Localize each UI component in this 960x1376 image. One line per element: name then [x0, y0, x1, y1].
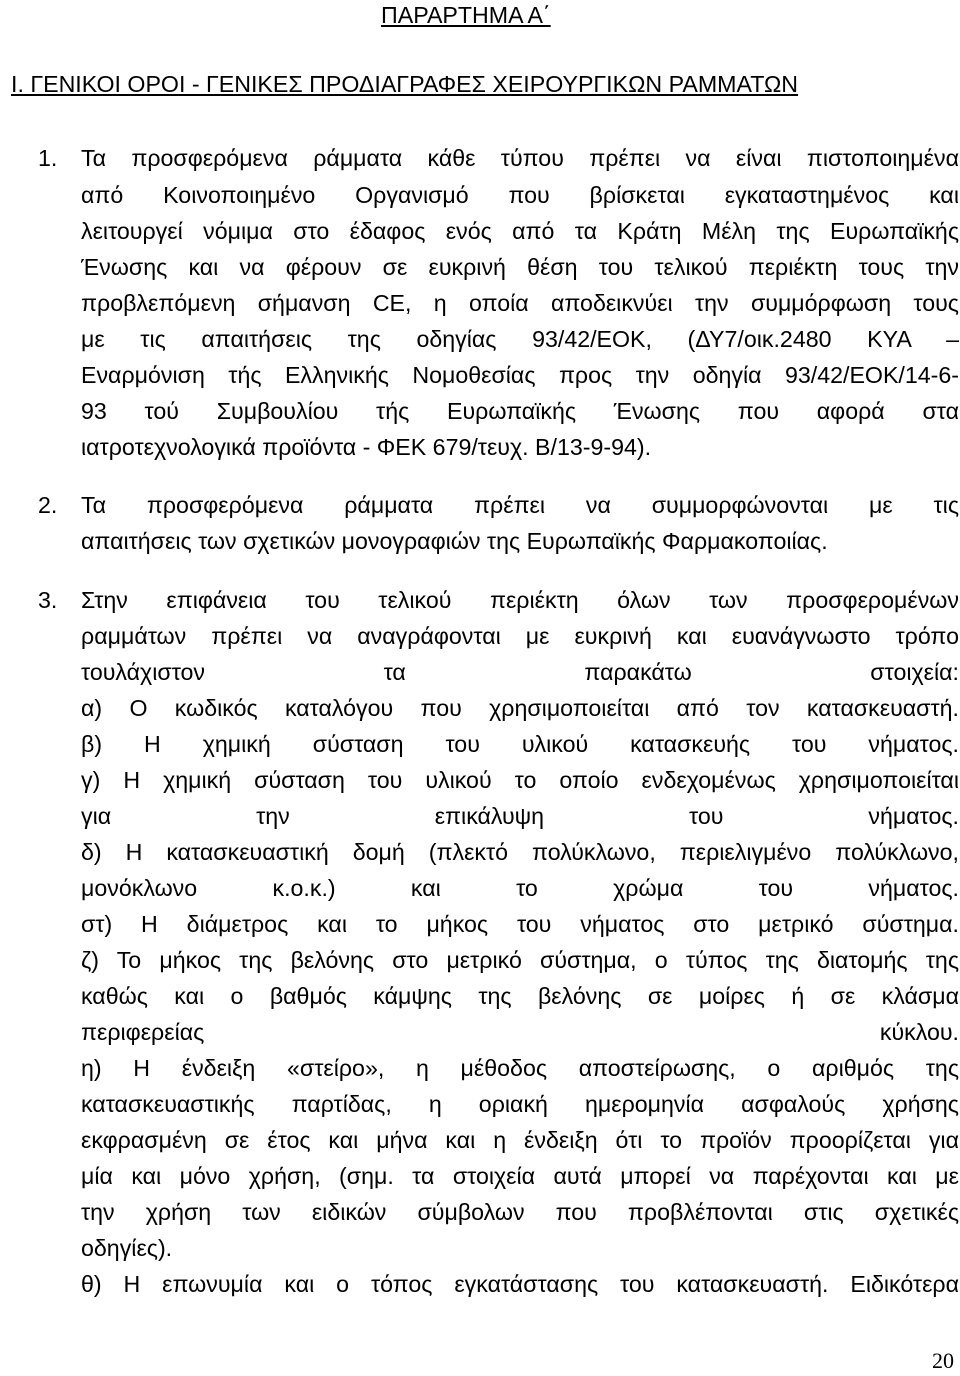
item-number-1: 1. [38, 145, 58, 171]
paragraph-line: Ένωσης και να φέρουν σε ευκρινή θέση του τελικού περιέκτη τους την [81, 254, 959, 280]
paragraph-line: ζ) Το μήκος της βελόνης στο μετρικό σύστημα, ο τύπος της διατομής της [81, 947, 959, 973]
paragraph-line: καθώς και ο βαθμός κάμψης της βελόνης σε μοίρες ή σε κλάσμα [81, 983, 959, 1009]
paragraph-line: τουλάχιστον τα παρακάτω στοιχεία: [81, 659, 959, 685]
paragraph-line: Τα προσφερόμενα ράμματα κάθε τύπου πρέπει να είναι πιστοποιημένα [81, 145, 959, 171]
item-number-2: 2. [38, 492, 58, 518]
paragraph-line: από Κοινοποιημένο Οργανισμό που βρίσκεται εγκαταστημένος και [81, 182, 959, 208]
paragraph-line: απαιτήσεις των σχετικών μονογραφιών της Ευρωπαϊκής Φαρμακοποιίας. [81, 528, 828, 554]
paragraph-line: μονόκλωνο κ.ο.κ.) και το χρώμα του νήματος. [81, 875, 959, 901]
paragraph-line: με τις απαιτήσεις της οδηγίας 93/42/ΕΟΚ, (ΔΥ7/οικ.2480 ΚΥΑ – [81, 326, 959, 352]
paragraph-line: στ) Η διάμετρος και το μήκος του νήματος στο μετρικό σύστημα. [81, 911, 959, 937]
paragraph-line: ιατροτεχνολογικά προϊόντα - ΦΕΚ 679/τευχ. Β/13-9-94). [81, 434, 652, 460]
paragraph-line: οδηγίες). [81, 1235, 173, 1261]
paragraph-line: 93 τού Συμβουλίου τής Ευρωπαϊκής Ένωσης που αφορά στα [81, 398, 959, 424]
paragraph-line: περιφερείας κύκλου. [81, 1019, 959, 1045]
paragraph-line: για την επικάλυψη του νήματος. [81, 803, 959, 829]
paragraph-line: λειτουργεί νόμιμα στο έδαφος ενός από τα Κράτη Μέλη της Ευρωπαϊκής [81, 218, 959, 244]
paragraph-line: γ) Η χημική σύσταση του υλικού το οποίο ενδεχομένως χρησιμοποιείται [81, 767, 959, 793]
paragraph-line: την χρήση των ειδικών σύμβολων που προβλέπονται στις σχετικές [81, 1199, 959, 1225]
paragraph-line: θ) Η επωνυμία και ο τόπος εγκατάστασης του κατασκευαστή. Ειδικότερα [81, 1271, 959, 1297]
paragraph-line: προβλεπόμενη σήμανση CE, η οποία αποδεικνύει την συμμόρφωση τους [81, 290, 959, 316]
section-heading: Ι. ΓΕΝΙΚΟΙ ΟΡΟΙ - ΓΕΝΙΚΕΣ ΠΡΟΔΙΑΓΡΑΦΕΣ ΧΕΙΡΟΥΡΓΙΚΩΝ ΡΑΜΜΑΤΩΝ [11, 71, 799, 97]
paragraph-line: κατασκευαστικής παρτίδας, η οριακή ημερομηνία ασφαλούς χρήσης [81, 1091, 959, 1117]
paragraph-line: εκφρασμένη σε έτος και μήνα και η ένδειξη ότι το προϊόν προορίζεται για [81, 1127, 959, 1153]
paragraph-line: β) Η χημική σύσταση του υλικού κατασκευής του νήματος. [81, 731, 959, 757]
paragraph-line: Τα προσφερόμενα ράμματα πρέπει να συμμορφώνονται με τις [81, 492, 959, 518]
paragraph-line: Εναρμόνιση τής Ελληνικής Νομοθεσίας προς την οδηγία 93/42/ΕΟΚ/14-6- [81, 362, 959, 388]
page-number: 20 [932, 1348, 954, 1373]
paragraph-line: η) Η ένδειξη «στείρο», η μέθοδος αποστείρωσης, ο αριθμός της [81, 1055, 959, 1081]
paragraph-line: Στην επιφάνεια του τελικού περιέκτη όλων των προσφερομένων [81, 587, 959, 613]
paragraph-line: ραμμάτων πρέπει να αναγράφονται με ευκρινή και ευανάγνωστο τρόπο [81, 623, 959, 649]
item-number-3: 3. [38, 587, 58, 613]
paragraph-line: δ) Η κατασκευαστική δομή (πλεκτό πολύκλωνο, περιελιγμένο πολύκλωνο, [81, 839, 959, 865]
paragraph-line: μία και μόνο χρήση, (σημ. τα στοιχεία αυτά μπορεί να παρέχονται και με [81, 1163, 959, 1189]
page-heading: ΠΑΡΑΡΤΗΜΑ Α΄ [381, 2, 551, 28]
paragraph-line: α) Ο κωδικός καταλόγου που χρησιμοποιείται από τον κατασκευαστή. [81, 695, 959, 721]
